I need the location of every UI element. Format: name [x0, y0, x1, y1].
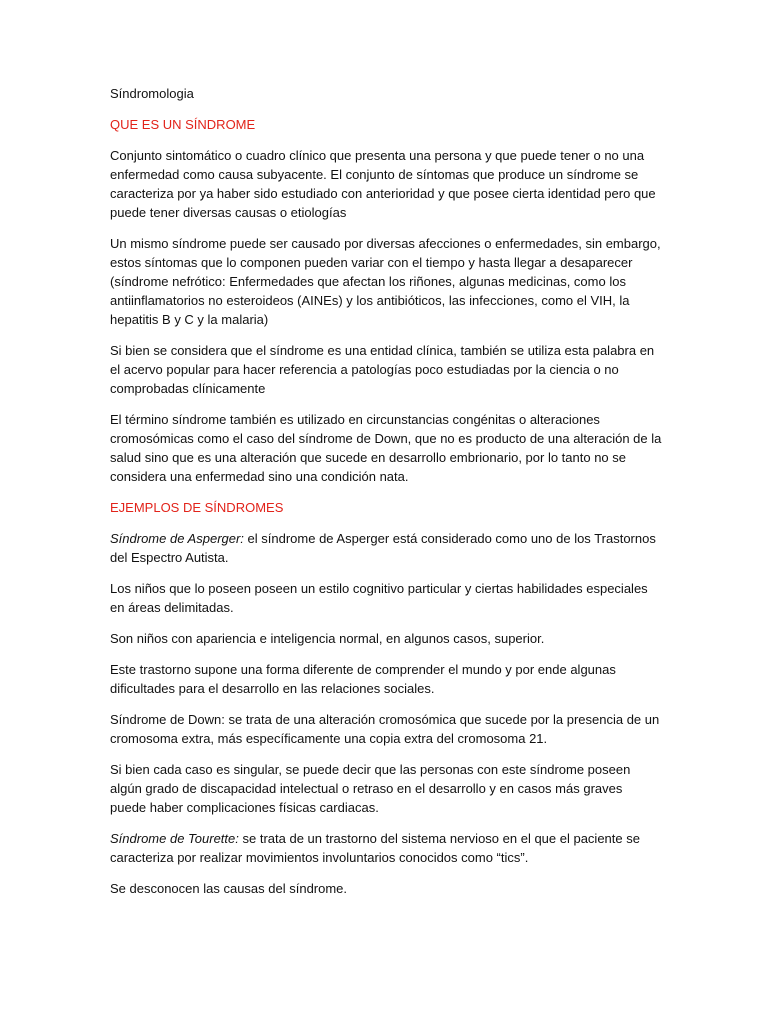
paragraph-asperger-social: Este trastorno supone una forma diferente de comprender el mundo y por ende algunas dificultades para el desarrollo en las relaciones sociales. [110, 662, 616, 696]
paragraph-tourette-causes: Se desconocen las causas del síndrome. [110, 881, 348, 896]
term-down: Síndrome de Down: [110, 712, 225, 727]
paragraph-causes: Un mismo síndrome puede ser causado por diversas afecciones o enfermedades, sin embargo, estos síntomas que lo componen pueden variar con el tiempo y hasta llegar a desaparecer (síndrome nefrótico: Enfermedades que afectan los riñones, algunas medicinas, como los antiinflamatorios no esteroideos (AINEs) y los antibióticos, las infecciones, como el VIH, la hepatitis B y C y la malaria) [110, 236, 661, 327]
paragraph-definition: Conjunto sintomático o cuadro clínico que presenta una persona y que puede tener o no una enfermedad como causa subyacente. El conjunto de síntomas que produce un síndrome se caracteriza por ya haber sido estudiado con anterioridad y que posee cierta identidad pero que puede tener diversas causas o etiologías [110, 148, 656, 220]
paragraph-asperger-style: Los niños que lo poseen poseen un estilo cognitivo particular y ciertas habilidades especiales en áreas delimitadas. [110, 581, 648, 615]
term-asperger: Síndrome de Asperger: [110, 531, 244, 546]
section-heading-ejemplos: EJEMPLOS DE SÍNDROMES [110, 500, 284, 515]
document-title: Síndromologia [110, 86, 194, 101]
term-tourette: Síndrome de Tourette: [110, 831, 239, 846]
document-page [110, 84, 662, 910]
section-heading-que-es: QUE ES UN SÍNDROME [110, 117, 256, 132]
paragraph-down-details: Si bien cada caso es singular, se puede decir que las personas con este síndrome poseen algún grado de discapacidad intelectual o retraso en el desarrollo y en casos más graves puede haber complicaciones físicas cardiacas. [110, 762, 631, 815]
paragraph-tourette [110, 829, 662, 867]
paragraph-congenital: El término síndrome también es utilizado en circunstancias congénitas o alteraciones cromosómicas como el caso del síndrome de Down, que no es producto de una alteración de la salud sino que es una alteración que sucede en desarrollo embrionario, por lo tanto no se considera una enfermedad sino una condición nata. [110, 412, 662, 484]
text-tourette: se trata de un trastorno del sistema nervioso en el que el paciente se caracteriza por realizar movimientos involuntarios conocidos como “tics”. [110, 831, 640, 865]
paragraph-down [110, 710, 662, 748]
text-asperger: el síndrome de Asperger está considerado como uno de los Trastornos del Espectro Autista. [110, 531, 656, 565]
paragraph-clinical-entity: Si bien se considera que el síndrome es una entidad clínica, también se utiliza esta palabra en el acervo popular para hacer referencia a patologías poco estudiadas por la ciencia o no comprobadas clínicamente [110, 343, 655, 396]
text-down: se trata de una alteración cromosómica que sucede por la presencia de un cromosoma extra, más específicamente una copia extra del cromosoma 21. [110, 712, 660, 746]
paragraph-asperger-appearance: Son niños con apariencia e inteligencia normal, en algunos casos, superior. [110, 631, 545, 646]
paragraph-asperger [110, 529, 662, 567]
